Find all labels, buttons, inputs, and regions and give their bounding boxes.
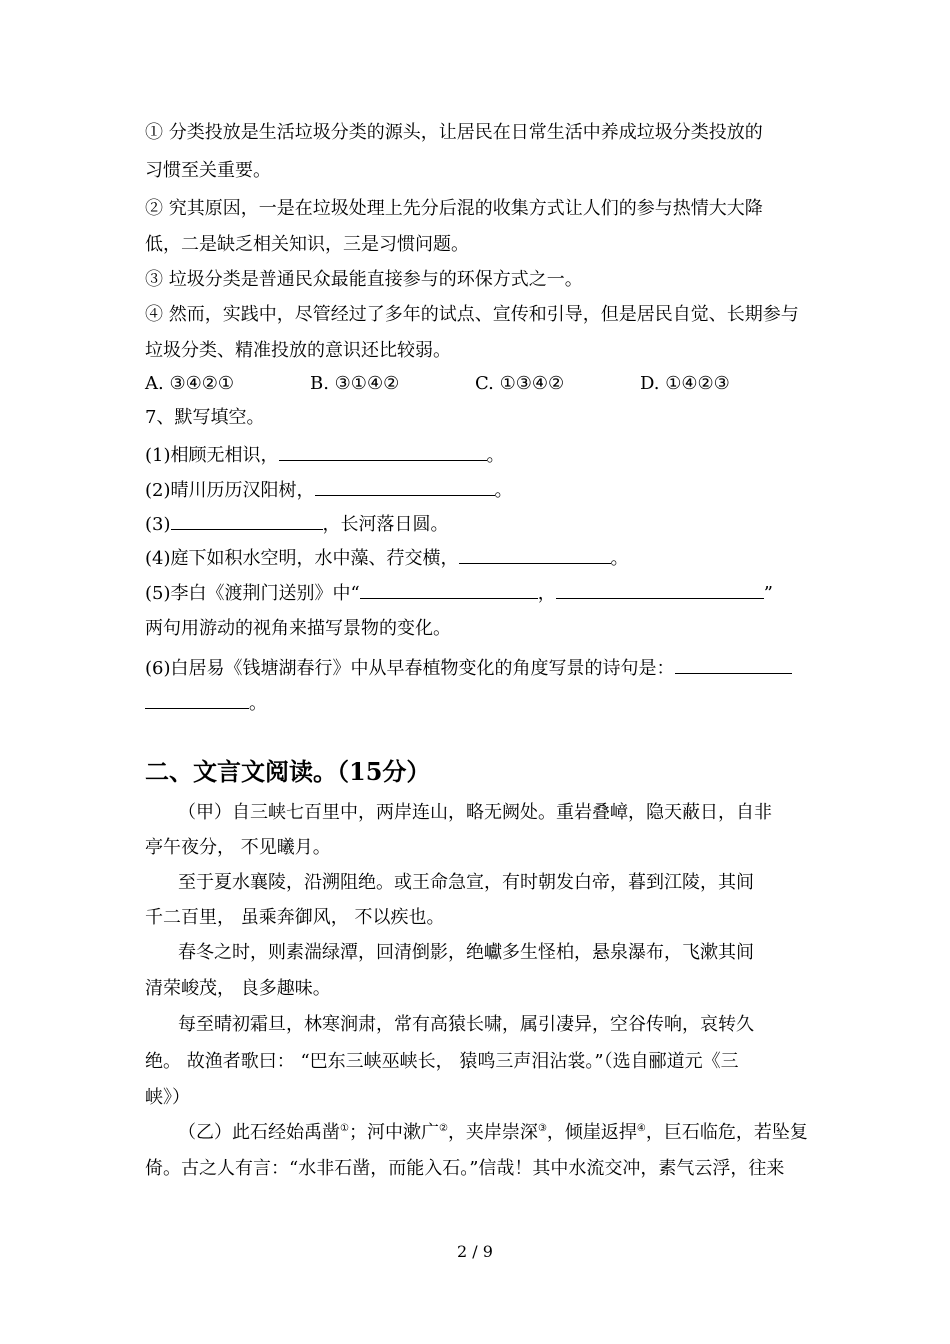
sentence-1-line-2: 习惯至关重要。 — [145, 160, 271, 181]
section-2-heading: 二、文言文阅读。（15分） — [145, 757, 431, 786]
fill-item-5-comma: ， — [537, 583, 556, 604]
fill-item-5-quote: ” — [763, 583, 773, 604]
fill-item-4-text: (4)庭下如积水空明，水中藻、荇交横， — [145, 548, 459, 569]
fill-item-4 — [145, 545, 810, 571]
sentence-2-line-2: 低，二是缺乏相关知识，三是习惯问题。 — [145, 234, 469, 255]
answer-blank[interactable] — [145, 690, 249, 709]
fill-item-6-text: (6)白居易《钱塘湖春行》中从早春植物变化的角度写景的诗句是： — [145, 658, 675, 679]
fill-item-3 — [145, 511, 810, 537]
answer-blank[interactable] — [315, 477, 495, 496]
passage-b-text: ，倾崖返捍 — [546, 1122, 637, 1143]
fill-item-3-text: ，长河落日圆。 — [322, 514, 449, 535]
passage-a-p4-line-3: 峡》） — [145, 1087, 190, 1108]
fill-item-6 — [145, 655, 810, 681]
sentence-4-line-1: ④ 然而，实践中，尽管经过了多年的试点、宣传和引导，但是居民自觉、长期参与 — [145, 304, 799, 325]
answer-blank[interactable] — [279, 442, 487, 461]
footnote-ref-3: ③ — [537, 1123, 547, 1134]
footnote-ref-2: ② — [438, 1123, 448, 1134]
passage-b-text: ，夹岸崇深 — [447, 1122, 538, 1143]
passage-a-p2-line-2: 千二百里， 虽乘奔御风， 不以疾也。 — [145, 907, 445, 928]
answer-options — [145, 372, 810, 396]
fill-item-1-text: (1)相顾无相识， — [145, 445, 279, 466]
fill-item-2-end: 。 — [494, 480, 513, 501]
passage-a-p1-line-1: （甲）自三峡七百里中，两岸连山，略无阙处。重岩叠嶂，隐天蔽日，自非 — [178, 802, 772, 823]
fill-item-6-end: 。 — [249, 693, 267, 714]
fill-item-2-text: (2)晴川历历汉阳树， — [145, 480, 315, 501]
answer-blank[interactable] — [360, 580, 538, 599]
passage-b-line-2: 倚。古之人有言：“水非石凿，而能入石。”信哉！其中水流交冲，素气云浮，往来 — [145, 1158, 785, 1179]
answer-blank[interactable] — [459, 545, 611, 564]
passage-b-text: ；河中漱广 — [348, 1122, 439, 1143]
fill-item-6-line-2 — [145, 690, 810, 716]
passage-a-p3-line-2: 清荣峻茂， 良多趣味。 — [145, 978, 331, 999]
passage-b-text: （乙）此石经始禹凿 — [178, 1122, 340, 1143]
fill-item-5-text: (5)李白《渡荆门送别》中“ — [145, 583, 360, 604]
fill-item-5-line-2: 两句用游动的视角来描写景物的变化。 — [145, 618, 451, 639]
fill-item-2 — [145, 477, 810, 503]
footnote-ref-4: ④ — [636, 1123, 646, 1134]
option-c: C. ①③④② — [475, 373, 565, 394]
option-b: B. ③①④② — [310, 373, 400, 394]
fill-item-1 — [145, 442, 810, 468]
fill-item-3-num: (3) — [145, 514, 171, 535]
question-7-title: 7、默写填空。 — [145, 407, 265, 428]
page-number: 2 / 9 — [457, 1242, 493, 1261]
option-d: D. ①④②③ — [640, 373, 730, 394]
passage-a-p1-line-2: 亭午夜分， 不见曦月。 — [145, 837, 331, 858]
answer-blank[interactable] — [675, 655, 792, 674]
passage-a-p3-line-1: 春冬之时，则素湍绿潭，回清倒影，绝巘多生怪柏，悬泉瀑布，飞漱其间 — [178, 942, 754, 963]
passage-a-p2-line-1: 至于夏水襄陵，沿溯阻绝。或王命急宣，有时朝发白帝，暮到江陵，其间 — [178, 872, 754, 893]
sentence-1-line-1: ① 分类投放是生活垃圾分类的源头，让居民在日常生活中养成垃圾分类投放的 — [145, 122, 763, 143]
fill-item-4-end: 。 — [610, 548, 629, 569]
passage-b-text: ，巨石临危，若坠复 — [645, 1122, 808, 1143]
footnote-ref-1: ① — [340, 1123, 349, 1134]
passage-a-p4-line-2: 绝。 故渔者歌曰： “巴东三峡巫峡长， 猿鸣三声泪沾裳。”（选自郦道元《三 — [145, 1051, 739, 1072]
fill-item-1-end: 。 — [486, 445, 505, 466]
sentence-4-line-2: 垃圾分类、精准投放的意识还比较弱。 — [145, 340, 451, 361]
answer-blank[interactable] — [171, 511, 323, 530]
fill-item-5 — [145, 580, 810, 606]
sentence-2-line-1: ② 究其原因，一是在垃圾处理上先分后混的收集方式让人们的参与热情大大降 — [145, 198, 763, 219]
passage-a-p4-line-1: 每至晴初霜旦，林寒涧肃，常有高猿长啸，属引凄异，空谷传响，哀转久 — [178, 1014, 754, 1035]
option-a: A. ③④②① — [145, 373, 234, 394]
sentence-3: ③ 垃圾分类是普通民众最能直接参与的环保方式之一。 — [145, 269, 583, 290]
passage-b-line-1 — [178, 1121, 810, 1145]
answer-blank[interactable] — [556, 580, 764, 599]
